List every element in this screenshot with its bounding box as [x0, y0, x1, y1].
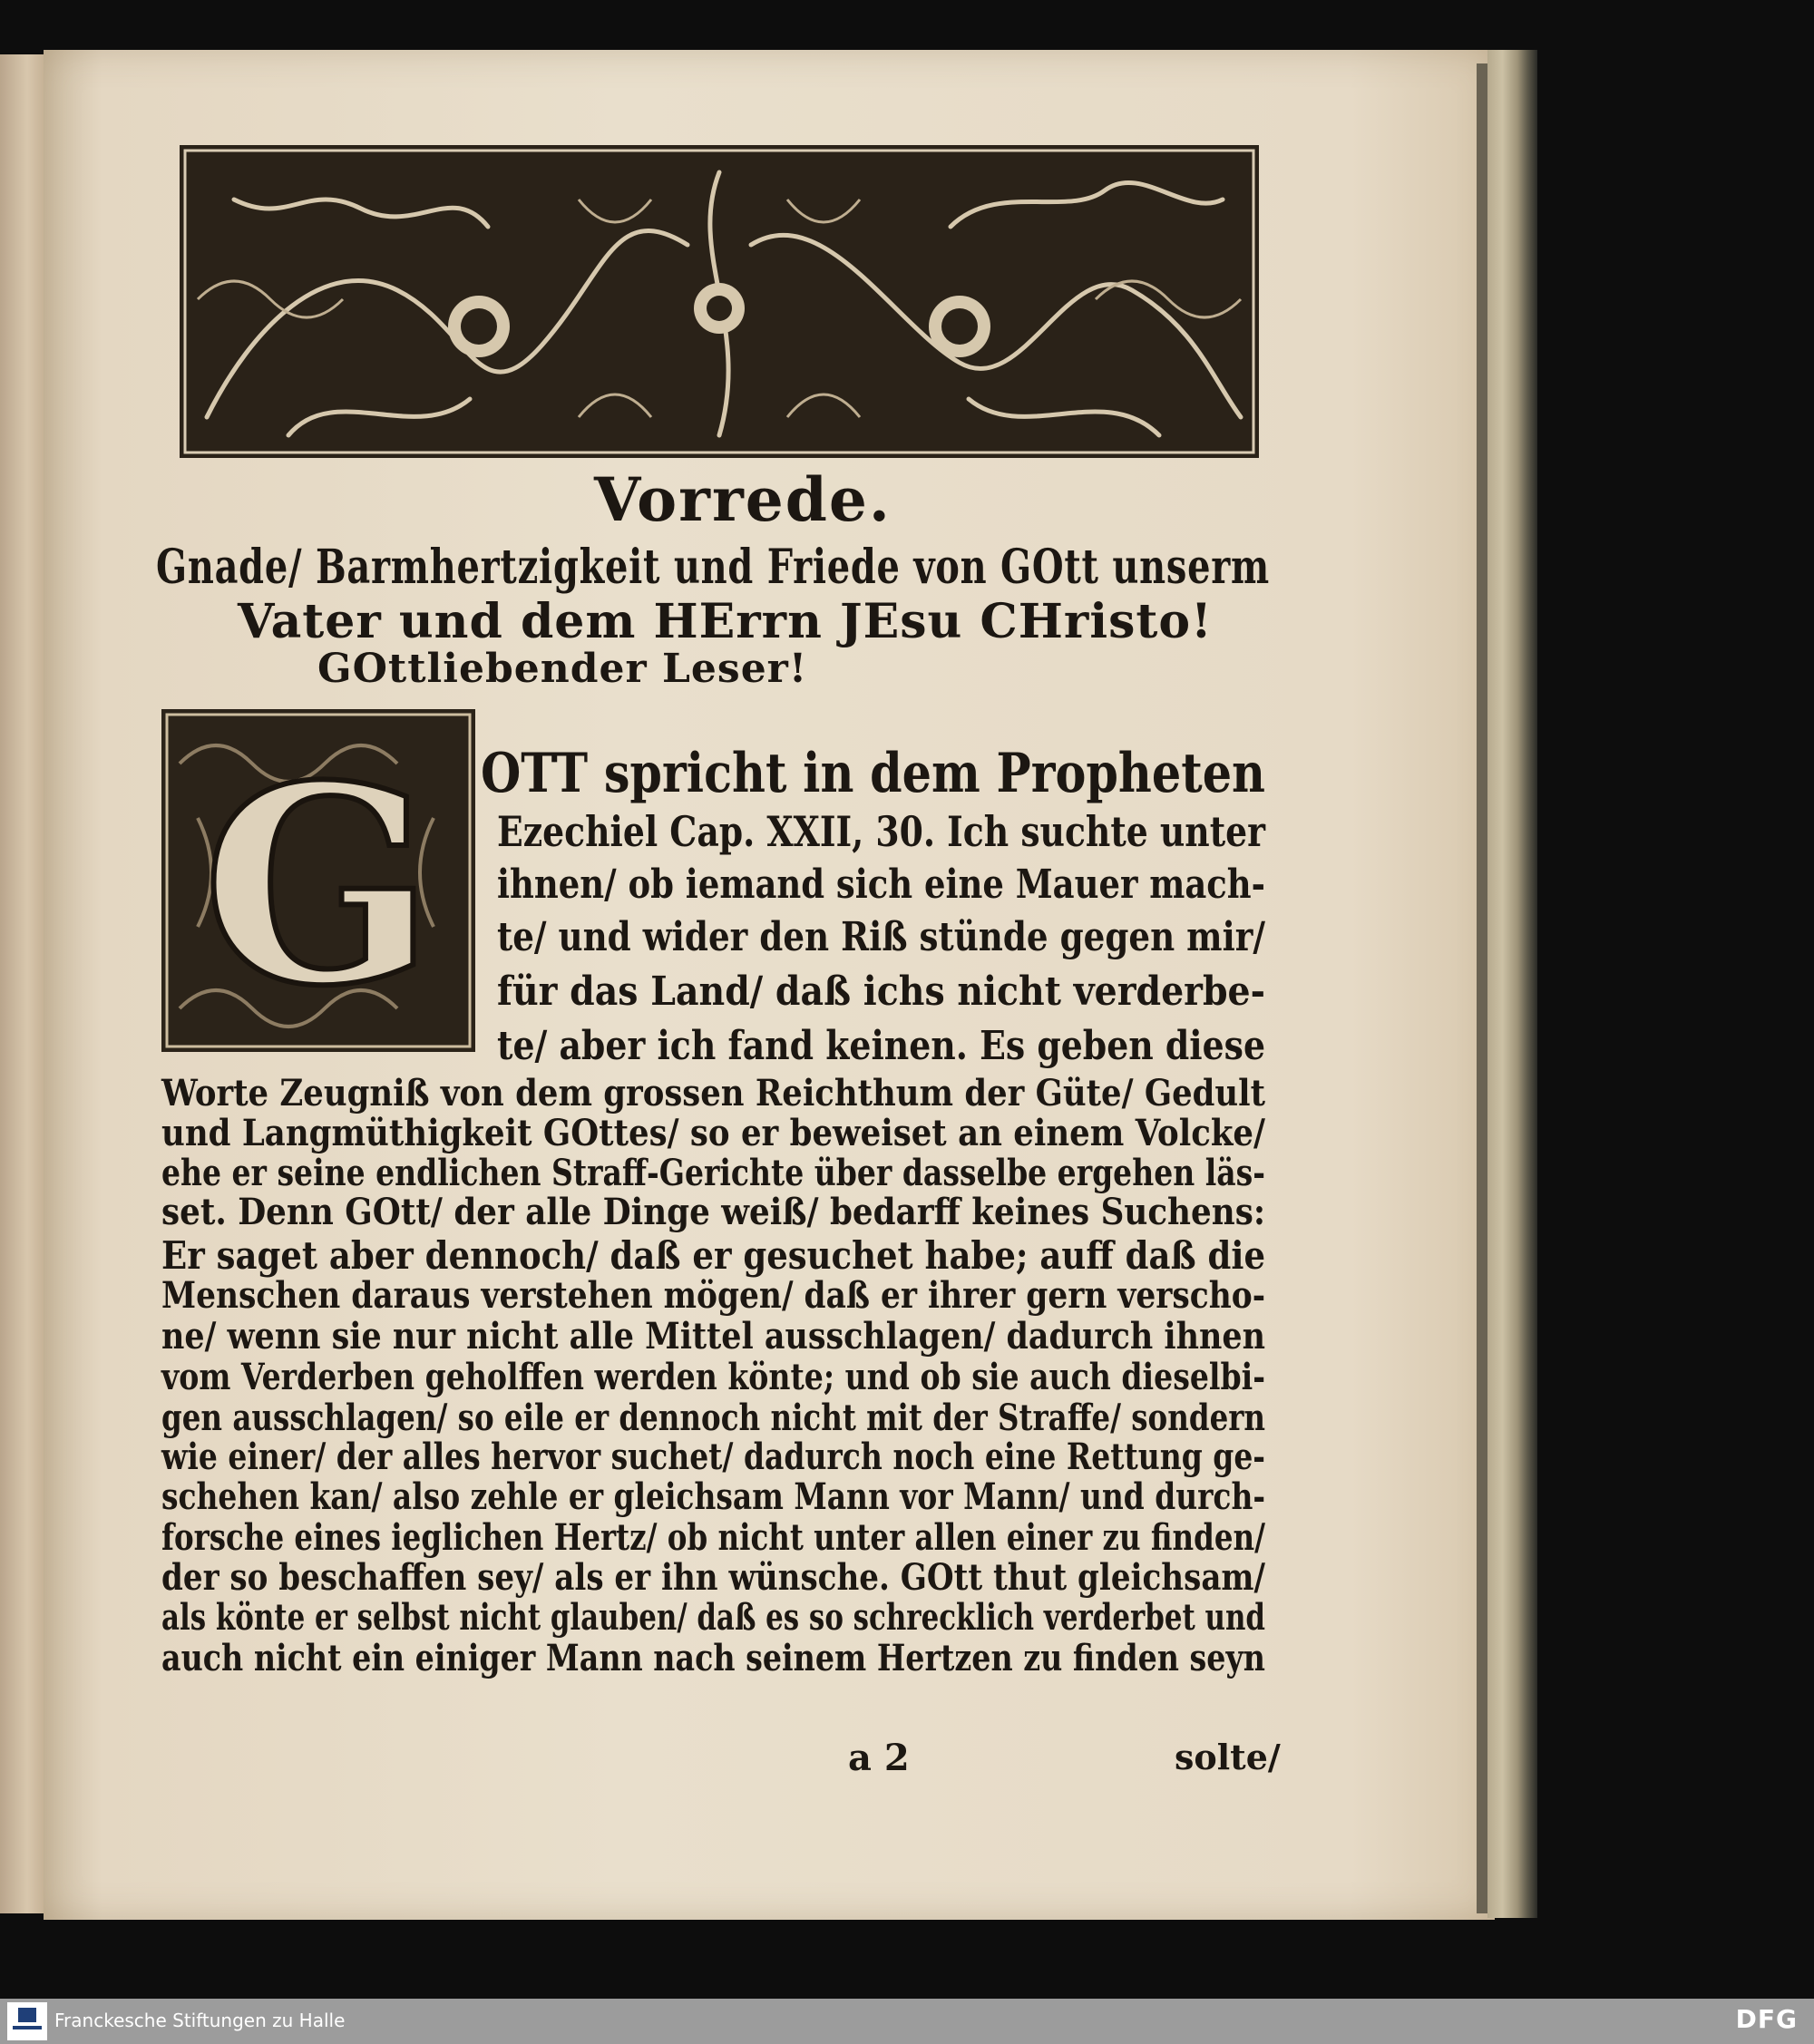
greeting-line-2: Vater und dem HErrn JEsu CHristo!: [238, 594, 1213, 649]
body-line: OTT spricht in dem Propheten: [481, 742, 1265, 805]
body-line: te/ aber ich fand keinen. Es geben diese: [497, 1023, 1265, 1069]
body-line: auch nicht ein einiger Mann nach seinem Hertzen zu finden seyn: [161, 1637, 1265, 1679]
body-line: vom Verderben geholffen werden könte; und ob sie auch dieselbi-: [161, 1356, 1265, 1398]
body-line: der so beschaffen sey/ als er ihn wünsche. GOtt thut gleichsam/: [161, 1556, 1265, 1599]
body-line: gen ausschlagen/ so eile er dennoch nicht mit der Straffe/ sondern: [161, 1397, 1265, 1439]
salutation: GOttliebender Leser!: [317, 646, 808, 692]
signature-mark: a 2: [848, 1737, 910, 1779]
body-line: als könte er selbst nicht glauben/ daß es so schrecklich verderbet und: [161, 1596, 1265, 1639]
ornamental-headpiece: [180, 145, 1259, 458]
body-line: Menschen daraus verstehen mögen/ daß er ihrer gern verscho-: [161, 1274, 1265, 1317]
book-edge: [1487, 50, 1537, 1918]
body-line: Worte Zeugniß von dem grossen Reichthum der Güte/ Gedult: [161, 1072, 1265, 1114]
page-title: Vorrede.: [594, 464, 892, 535]
body-line: ne/ wenn sie nur nicht alle Mittel ausschlagen/ dadurch ihnen: [161, 1315, 1265, 1358]
initial-letter: G: [201, 725, 435, 1046]
body-line: wie einer/ der alles hervor suchet/ dadurch noch eine Rettung ge-: [161, 1436, 1265, 1478]
body-line: set. Denn GOtt/ der alle Dinge weiß/ bedarff keines Suchens:: [161, 1191, 1265, 1233]
body-line: Ezechiel Cap. XXII, 30. Ich suchte unter: [497, 807, 1265, 856]
catchword: solte/: [1175, 1737, 1281, 1777]
body-line: und Langmüthigkeit GOttes/ so er beweiset an einem Volcke/: [161, 1112, 1265, 1154]
body-line: für das Land/ daß ichs nicht verderbe-: [497, 968, 1265, 1015]
dfg-logo: DFG: [1735, 2004, 1798, 2034]
body-line: te/ und wider den Riß stünde gegen mir/: [497, 914, 1265, 960]
body-line: Er saget aber dennoch/ daß er gesuchet habe; auff daß die: [161, 1233, 1265, 1278]
body-line: schehen kan/ also zehle er gleichsam Mann vor Mann/ und durch-: [161, 1475, 1265, 1518]
left-page-edge: [0, 54, 45, 1913]
greeting-line-1: Gnade/ Barmhertzigkeit und Friede von GOtt unserm: [156, 540, 1270, 595]
footer-institution: Franckesche Stiftungen zu Halle: [54, 2010, 346, 2031]
body-line: forsche eines ieglichen Hertz/ ob nicht unter allen einer zu finden/: [161, 1516, 1265, 1559]
body-line: ihnen/ ob iemand sich eine Mauer mach-: [497, 861, 1265, 908]
decorated-initial: [161, 709, 475, 1052]
body-line: ehe er seine endlichen Straff-Gerichte über dasselbe ergehen läs-: [161, 1152, 1265, 1194]
institution-logo-icon: [7, 2002, 47, 2040]
